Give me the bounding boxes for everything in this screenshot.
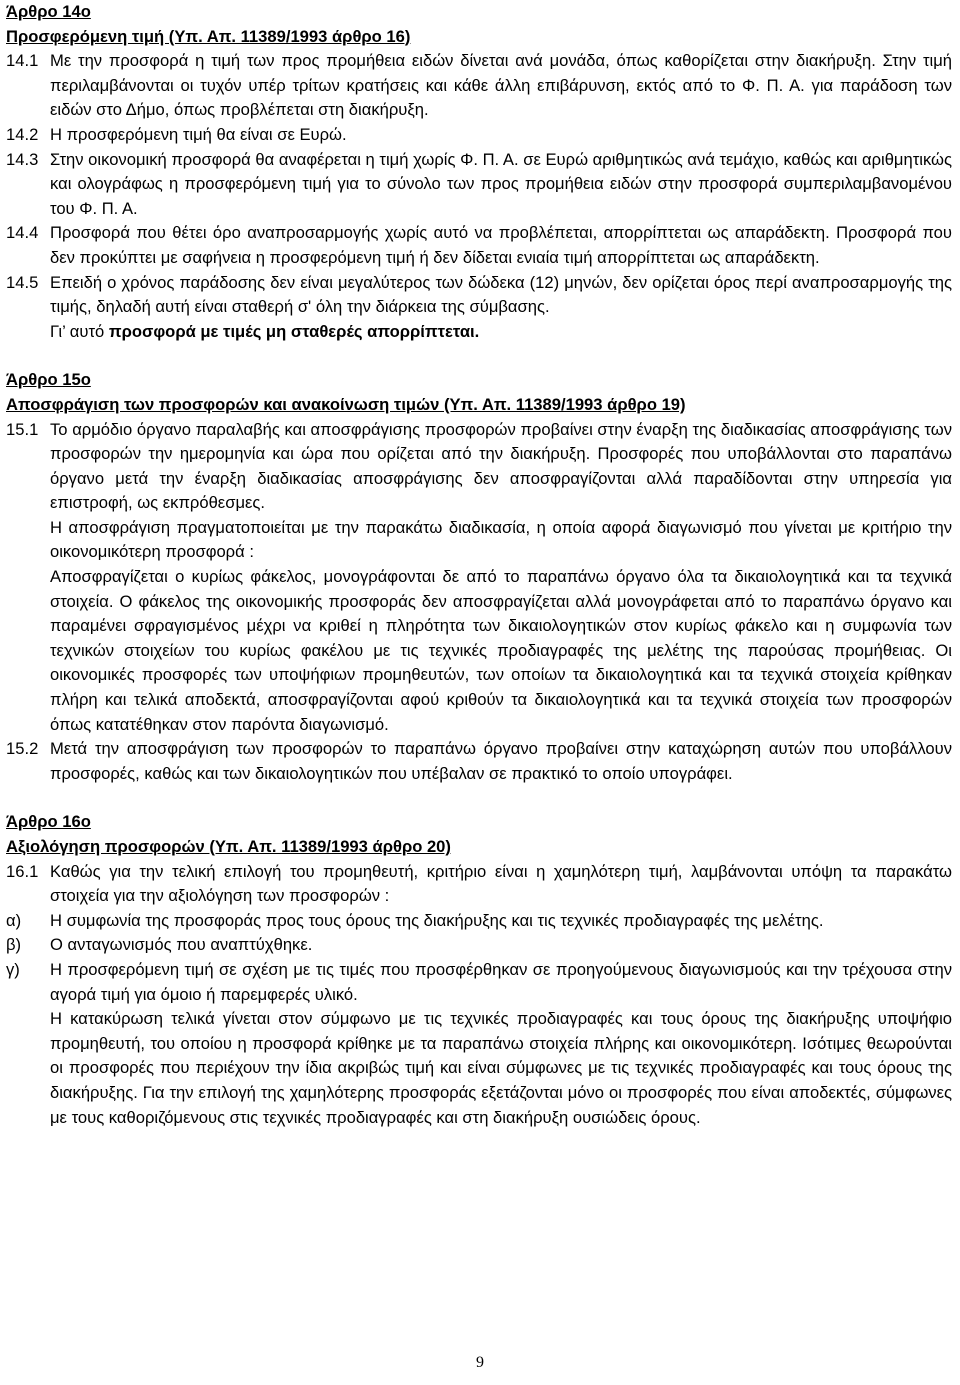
paragraph-text: Το αρμόδιο όργανο παραλαβής και αποσφράγισης προσφορών προβαίνει στην έναρξη της διαδικασίας αποσφράγισης των προσφορών την ημερομηνία και ώρα που ορίζεται από την διακήρυξη. Προσφορές που υποβάλλονται στο παραπάνω όργανο μετά την έναρξη διαδικασίας αποσφράγισης δεν αποσφραγίζονται αλλά παραδίδονται στην υπηρεσία για επιστροφή, ως εκπρόθεσμες. [50,419,952,513]
article-15-subtitle: Αποσφράγιση των προσφορών και ανακοίνωση τιμών (Υπ. Απ. 11389/1993 άρθρο 19) [6,394,686,414]
section-spacer [6,344,952,368]
paragraph-number: 16.1 [6,861,39,881]
paragraph-15-1 [6,418,952,738]
document-page [6,0,952,1130]
paragraph-14-3 [6,148,952,222]
paragraph-number: 14.2 [6,124,39,144]
paragraph-tail [50,320,952,345]
article-16-heading: Άρθρο 16ο [6,812,91,832]
paragraph-text: Προσφορά που θέτει όρο αναπροσαρμογής χωρίς αυτό να προβλέπεται, απορρίπτεται ως απαράδεκτη. Προσφορά που δεν προκύπτει με σαφήνεια η προσφερόμενη τιμή ή δεν δίδεται ενιαία τιμή απορρίπτεται ως απαράδεκτη. [50,223,952,267]
article-14-subtitle: Προσφερόμενη τιμή (Υπ. Απ. 11389/1993 άρθρο 16) [6,26,411,46]
list-item [6,933,952,958]
list-item-text: Η συμφωνία της προσφοράς προς τους όρους της διακήρυξης και τις τεχνικές προδιαγραφές της μελέτης. [50,910,824,930]
paragraph-number: 14.1 [6,51,39,71]
list-item-text: Η προσφερόμενη τιμή σε σχέση με τις τιμές που προσφέρθηκαν σε προηγούμενους διαγωνισμούς και την τρέχουσα στην αγορά τιμή για όμοιο ή παρεμφερές υλικό. [50,959,952,1004]
paragraph-text: Επειδή ο χρόνος παράδοσης δεν είναι μεγαλύτερος των δώδεκα (12) μηνών, δεν ορίζεται όρος περί αναπροσαρμογής της τιμής, δηλαδή αυτή είναι σταθερή σ' όλη την διάρκεια της σύμβασης. [50,272,952,317]
paragraph-16-1 [6,860,952,909]
tail-plain-text: Γι’ αυτό [50,321,109,341]
section-spacer [6,786,952,810]
article-16-subtitle: Αξιολόγηση προσφορών (Υπ. Απ. 11389/1993 άρθρο 20) [6,837,451,856]
paragraph-14-2 [6,123,952,148]
page-number: 9 [476,1354,484,1371]
paragraph-body [50,271,952,345]
paragraph-14-4 [6,221,952,270]
paragraph-number: 14.5 [6,272,39,292]
tail-bold-text: προσφορά με τιμές μη σταθερές απορρίπτεται. [108,321,480,341]
paragraph-number: 14.4 [6,223,39,243]
paragraph-14-5 [6,271,952,345]
paragraph-text: Με την προσφορά η τιμή των προς προμήθεια ειδών δίνεται ανά μονάδα, όπως καθορίζεται στην διακήρυξη. Στην τιμή περιλαμβάνονται οι τυχόν υπέρ τρίτων κρατήσεις και κάθε άλλη επιβάρυνση, εκτός από το Φ. Π. Α. για παράδοση των ειδών στο Δήμο, όπως προβλέπεται στη διακήρυξη. [50,51,952,120]
paragraph-15-2 [6,737,952,786]
list-item-label: α) [6,910,22,930]
paragraph-body [50,418,952,738]
paragraph-text: Η προσφερόμενη τιμή θα είναι σε Ευρώ. [50,124,347,144]
article-14-heading: Άρθρο 14ο [6,2,91,21]
paragraph-14-1 [6,49,952,123]
list-item-text: Ο ανταγωνισμός που αναπτύχθηκε. [50,935,313,955]
paragraph-number: 14.3 [6,149,39,169]
list-item [6,958,952,1007]
paragraph-number: 15.1 [6,419,39,439]
closing-paragraph: Η κατακύρωση τελικά γίνεται στον σύμφωνο με τις τεχνικές προδιαγραφές και τους όρους της διακήρυξης υποψήφιο προμηθευτή, του οποίου η προσφορά κρίθηκε με τα παραπάνω στοιχεία πλήρης και οικονομικότερη. Ισότιμες θεωρούνται οι προσφορές που περιέχουν την ίδια ακριβώς τιμή και είναι σύμφωνες με τις τεχνικές προδιαγραφές και τους όρους της διακήρυξης. Για την επιλογή της χαμηλότερης προσφοράς εξετάζονται μόνο οι προσφορές που είναι αποδεκτές, σύμφωνες με τους καθοριζόμενους στις τεχνικές προδιαγραφές και στη διακήρυξη ουσιώδεις όρους. [50,1009,952,1127]
article-15-heading: Άρθρο 15ο [6,370,91,390]
paragraph-text: Στην οικονομική προσφορά θα αναφέρεται η τιμή χωρίς Φ. Π. Α. σε Ευρώ αριθμητικώς ανά τεμάχιο, καθώς και αριθμητικώς και ολογράφως η προσφερόμενη τιμή για το σύνολο των προς προμήθεια ειδών στην προσφορά συμπεριλαμβανομένου του Φ. Π. Α. [50,149,952,218]
paragraph-text-2: Η αποσφράγιση πραγματοποιείται με την παρακάτω διαδικασία, η οποία αφορά διαγωνισμό που γίνεται με κριτήριο την οικονομικότερη προσφορά : [50,517,952,562]
list-item [6,909,952,934]
paragraph-text: Καθώς για την τελική επιλογή του προμηθευτή, κριτήριο είναι η χαμηλότερη τιμή, λαμβάνονται υπόψη τα παρακάτω στοιχεία για την αξιολόγηση των προσφορών : [50,861,952,906]
paragraph-number: 15.2 [6,739,39,759]
list-item-label: β) [6,935,22,955]
paragraph-text-3: Αποσφραγίζεται ο κυρίως φάκελος, μονογράφονται δε από το παραπάνω όργανο όλα τα δικαιολογητικά και τα τεχνικά στοιχεία. Ο φάκελος της οικονομικής προσφοράς δεν αποσφραγίζεται αλλά μονογράφεται από το παραπάνω όργανο και παραμένει σφραγισμένος μέχρι να κριθεί η πληρότητα των δικαιολογητικών στον κυρίως φάκελο και η συμφωνία των τεχνικών στοιχείων του κυρίως φακέλου με τις τεχνικές προδιαγραφές της μελέτης της παρούσας προμήθειας. Οι οικονομικές προσφορές των υποψήφιων προμηθευτών, των οποίων τα δικαιολογητικά και τα τεχνικά στοιχεία κρίθηκαν πλήρη και τελικά αποδεκτά, αποσφραγίζονται αφού κριθούν τα δικαιολογητικά και τα τεχνικά στοιχεία των προσφορών όπως κατατέθηκαν στον παρόντα διαγωνισμό. [50,567,952,734]
paragraph-text: Μετά την αποσφράγιση των προσφορών το παραπάνω όργανο προβαίνει στην καταχώρηση αυτών που υποβάλλουν προσφορές, καθώς και των δικαιολογητικών που υπέβαλαν σε πρακτικό το οποίο υπογράφει. [50,739,952,783]
list-item-label: γ) [6,959,20,979]
